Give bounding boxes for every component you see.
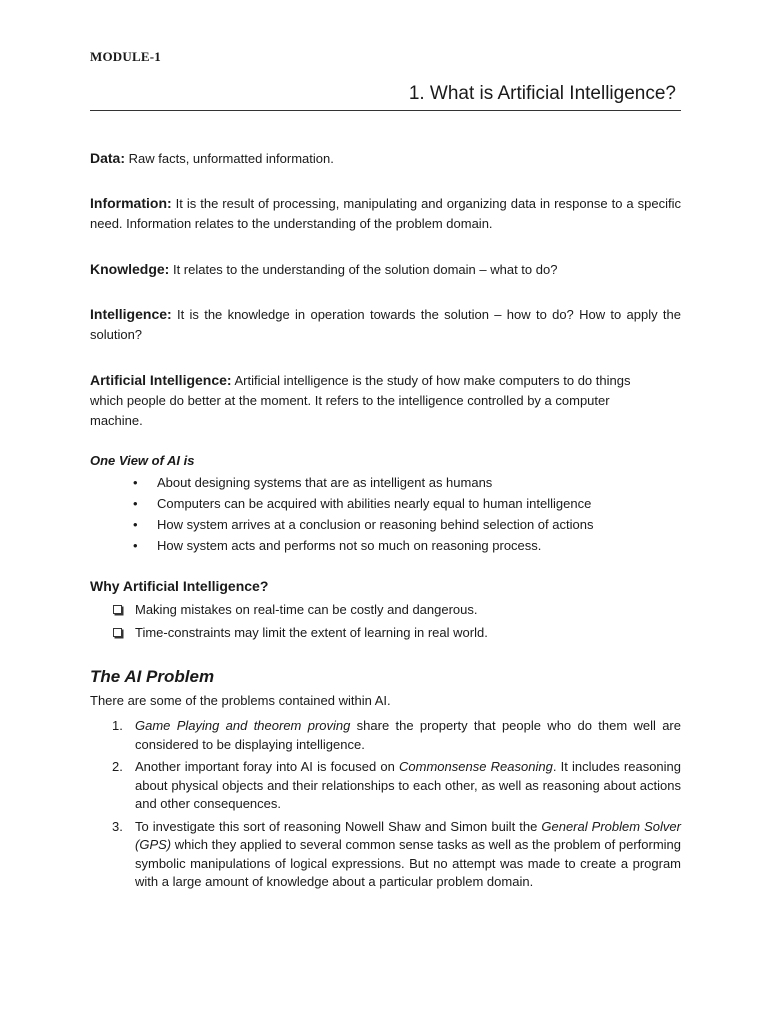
item-number: 1. (112, 718, 123, 733)
module-label: MODULE-1 (90, 49, 161, 64)
list-item: • Computers can be acquired with abilities nearly equal to human intelligence (130, 493, 593, 514)
definition-intelligence (90, 304, 681, 345)
checkbox-icon (113, 605, 122, 614)
why-ai-heading: Why Artificial Intelligence? (90, 578, 269, 594)
item-number: 3. (112, 818, 123, 834)
definition-data-text: Raw facts, unformatted information. (125, 151, 334, 166)
definition-intelligence-text: It is the knowledge in operation towards the solution – how to do? How to apply the solution? (90, 307, 681, 342)
checkbox-icon (113, 628, 122, 637)
page-title: 1. What is Artificial Intelligence? (408, 83, 676, 104)
list-item: • About designing systems that are as intelligent as humans (130, 472, 593, 493)
definition-ai (90, 370, 660, 431)
list-item (112, 600, 488, 623)
list-item-text: Time-constraints may limit the extent of learning in real world. (135, 625, 488, 640)
item-post: which they applied to several common sense tasks as well as the problem of performing symbolic manipulations of logical expressions. But no attempt was made to create a program with a large amount of knowledge about a particular problem domain. (135, 837, 681, 889)
item-pre: To investigate this sort of reasoning Nowell Shaw and Simon built the (135, 818, 542, 834)
item-number: 2. (112, 759, 123, 774)
list-item (112, 623, 488, 646)
ai-problem-heading: The AI Problem (90, 667, 215, 686)
one-view-heading: One View of AI is (90, 453, 195, 468)
list-item (90, 758, 681, 814)
list-item (90, 818, 681, 892)
why-ai-list (112, 600, 488, 646)
list-item: • How system arrives at a conclusion or reasoning behind selection of actions (130, 514, 593, 535)
item-pre: Another important foray into AI is focused on (135, 759, 400, 774)
item-post: . It includes reasoning about physical objects and their relationships to each other, as well as reasoning about actions and other consequences. (135, 759, 681, 811)
term-information: Information: (90, 195, 172, 211)
definition-knowledge-text: It relates to the understanding of the solution domain – what to do? (169, 262, 558, 277)
definition-ai-text: Artificial intelligence is the study of how make computers to do things which people do better at the moment. It refers to the intelligence controlled by a computer machine. (90, 373, 631, 428)
one-view-list (130, 472, 593, 556)
list-item: • How system acts and performs not so much on reasoning process. (130, 535, 593, 556)
term-intelligence: Intelligence: (90, 306, 172, 322)
term-knowledge: Knowledge: (90, 261, 170, 277)
ai-problem-intro: There are some of the problems contained within AI. (90, 693, 391, 708)
ai-problem-list (90, 717, 681, 896)
definition-data (90, 148, 681, 169)
list-item (90, 717, 681, 754)
item-emphasis: General Problem Solver (GPS) (135, 818, 681, 852)
definition-information-text: It is the result of processing, manipulating and organizing data in response to a specific need. Information relates to the understanding of the problem domain. (90, 196, 681, 231)
item-post: share the property that people who do them well are considered to be displaying intelligence. (135, 718, 681, 752)
item-emphasis: Game Playing and theorem proving (135, 718, 351, 733)
definition-knowledge (90, 259, 681, 280)
term-ai: Artificial Intelligence: (90, 372, 232, 388)
term-data: Data: (90, 150, 126, 166)
title-divider (90, 110, 681, 111)
definition-information (90, 193, 681, 234)
item-emphasis: Commonsense Reasoning (399, 759, 553, 774)
list-item-text: Making mistakes on real-time can be costly and dangerous. (135, 602, 478, 617)
